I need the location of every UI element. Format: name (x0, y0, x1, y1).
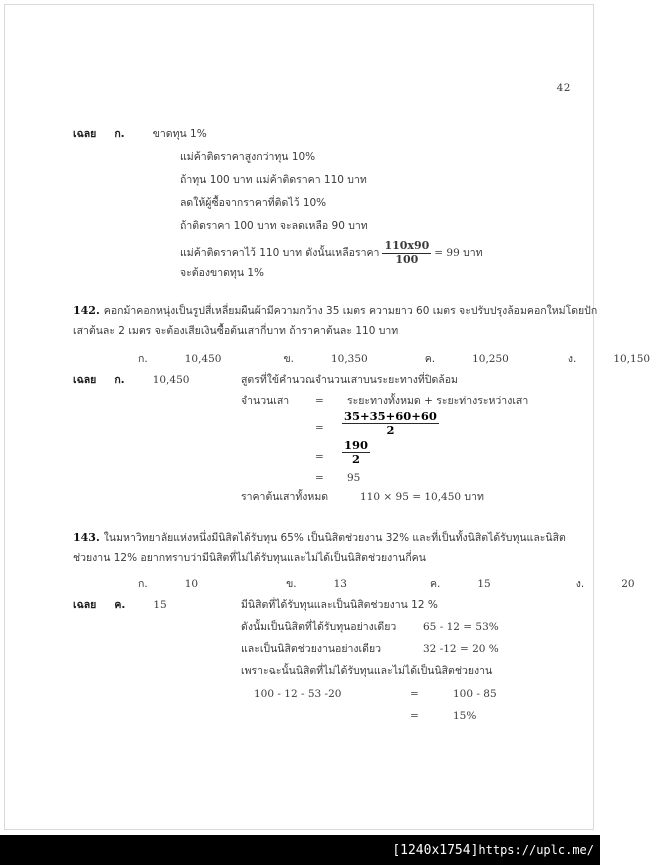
fraction-110x90-over-100 (382, 240, 431, 266)
answer-143-line-2-text: ดังนั้มเป็นนิสิตที่ได้รับทุนอย่างเดียว (241, 621, 397, 633)
fraction-denominator: 100 (395, 252, 419, 266)
answer-142-choice-letter: ก. (114, 374, 125, 386)
question-142-choices (138, 354, 650, 365)
answer-143-line-3-text: และเป็นนิสิตช่วยงานอย่างเดียว (241, 643, 381, 655)
answer-142-formula-intro: สูตรที่ใข้คำนวณจำนวนเสาบนระยะทางที่ปิดล้อม (241, 374, 458, 386)
choice-143-d-label[interactable]: ง. (575, 578, 585, 590)
answer-142-step-1-rhs: ระยะทางทั้งหมด + ระยะท่างระหว่างเสา (347, 395, 529, 407)
question-143-choices (138, 579, 635, 590)
choice-143-c-value[interactable]: 15 (477, 578, 491, 590)
answer-choice-letter: ก. (114, 128, 125, 140)
answer-141-line-2: ถ้าทุน 100 บาท แม่ค้าติดราคา 110 บาท (180, 174, 367, 186)
choice-142-d-value[interactable]: 10,150 (613, 353, 650, 365)
answer-141-line-4: ถ้าติดราคา 100 บาท จะลดเหลือ 90 บาท (180, 220, 368, 232)
footer-dimensions: [1240x1754] (392, 842, 479, 858)
answer-141-last-line: จะต้องขาดทุน 1% (180, 267, 265, 279)
choice-142-a-value[interactable]: 10,450 (184, 353, 222, 365)
question-142-line-2: เสาต้นละ 2 เมตร จะต้องเสียเงินซื้อต้นเสากี่บาท ถ้าราคาต้นละ 110 บาท (73, 325, 399, 337)
answer-142-step-1-op: = (315, 395, 324, 407)
page-number: 42 (556, 82, 571, 94)
answer-143-calc-lhs: 100 - 12 - 53 -20 (254, 688, 342, 700)
choice-143-b-value[interactable]: 13 (333, 578, 347, 590)
document-page (4, 4, 650, 830)
answer-143-line-3-calc: 32 -12 = 20 % (423, 643, 499, 655)
choice-142-c-label[interactable]: ค. (424, 353, 436, 365)
answer-142-step-4-op: = (315, 472, 324, 484)
choice-143-c-label[interactable]: ค. (429, 578, 441, 590)
choice-142-a-label[interactable]: ก. (138, 353, 148, 365)
fraction-numerator: 190 (344, 438, 369, 452)
question-143-text-1: ในมหาวิทยาลัยแห่งหนึ่งมีนิสิตได้รับทุน 65% เป็นนิสิตช่วยงาน 32% และที่เป็นทั้งนิสิตได้รับทุนและนิสิต (103, 532, 566, 544)
answer-141-line-1: แม่ค้าติดราคาสูงกว่าทุน 10% (180, 151, 316, 163)
answer-142-total-calc: 110 × 95 = 10,450 บาท (360, 491, 484, 503)
choice-143-d-value[interactable]: 20 (621, 578, 635, 590)
answer-142-step-4-rhs: 95 (347, 472, 361, 484)
choice-143-a-value[interactable]: 10 (184, 578, 199, 590)
answer-142-total-label: ราคาต้นเสาทั้งหมด (241, 491, 329, 503)
answer-143-choice-letter: ค. (114, 599, 126, 611)
answer-141-label-row (73, 129, 207, 140)
choice-143-b-label[interactable]: ข. (286, 578, 297, 590)
answer-143-calc-rhs-2: 15% (453, 710, 477, 722)
answer-143-calc-op-2: = (410, 710, 419, 722)
choice-143-a-label[interactable]: ก. (138, 578, 148, 590)
answer-143-calc-op-1: = (410, 688, 419, 700)
answer-143-value: 15 (153, 599, 167, 611)
answer-143-line-1: มีนิสิตที่ได้รับทุนและเป็นนิสิตช่วยงาน 12 % (241, 599, 438, 611)
answer-label: เฉลย (73, 128, 97, 140)
fraction-line-prefix: แม่ค้าติดราคาไว้ 110 บาท ดังนั้นเหลือราคา (180, 246, 380, 259)
choice-142-b-value[interactable]: 10,350 (330, 353, 368, 365)
fraction-sum-over-2 (342, 410, 439, 437)
answer-142-step-3-op: = (315, 451, 324, 463)
answer-143-label-row (73, 600, 167, 611)
fraction-numerator: 110x90 (384, 239, 430, 252)
fraction-190-over-2 (342, 439, 370, 466)
fraction-denominator: 2 (352, 452, 361, 467)
answer-142-step-2-op: = (315, 422, 324, 434)
question-142-line-1 (73, 305, 597, 317)
choice-142-b-label[interactable]: ข. (283, 353, 294, 365)
answer-142-label: เฉลย (73, 374, 97, 386)
fraction-denominator: 2 (386, 423, 395, 438)
answer-141-line-3: ลดให้ผู้ซื้อจากราคาที่ติดไว้ 10% (180, 197, 327, 209)
question-142-number: 142. (73, 304, 100, 317)
answer-142-step-1-lhs: จำนวนเสา (241, 395, 290, 407)
question-143-line-1 (73, 532, 566, 544)
answer-142-step-2-fraction (339, 410, 442, 437)
answer-142-label-row (73, 375, 189, 386)
choice-142-d-label[interactable]: ง. (567, 353, 577, 365)
fraction-numerator: 35+35+60+60 (344, 409, 437, 423)
answer-value: ขาดทุน 1% (152, 128, 207, 140)
choice-142-c-value[interactable]: 10,250 (472, 353, 509, 365)
answer-143-line-4: เพราะฉะนั้นนิสิตที่ไม่ได้รับทุนและไม่ได้เป็นนิสิตช่วยงาน (241, 665, 493, 677)
answer-142-step-3-fraction (339, 439, 373, 466)
question-143-number: 143. (73, 531, 100, 544)
fraction-line-suffix: = 99 บาท (434, 246, 483, 259)
footer-bar (0, 835, 600, 865)
question-142-text-1: คอกม้าคอกหนุ่งเป็นรูปสี่เหลี่ยมผืนผ้ามีความกว้าง 35 เมตร ความยาว 60 เมตร จะปรับปรุงล้อมคอกใหม่โดยปัก (103, 305, 598, 317)
footer-url[interactable]: https://uplc.me/ (478, 843, 594, 857)
answer-141-fraction-line (180, 240, 483, 266)
question-143-line-2: ช่วยงาน 12% อยากทราบว่ามีนิสิตที่ไม่ได้รับทุนและไม่ได้เป็นนิสิตช่วยงานกี่คน (73, 552, 426, 564)
answer-142-value: 10,450 (152, 374, 190, 386)
answer-143-line-2-calc: 65 - 12 = 53% (423, 621, 499, 633)
answer-143-calc-rhs-1: 100 - 85 (453, 688, 497, 700)
answer-143-label: เฉลย (73, 599, 97, 611)
